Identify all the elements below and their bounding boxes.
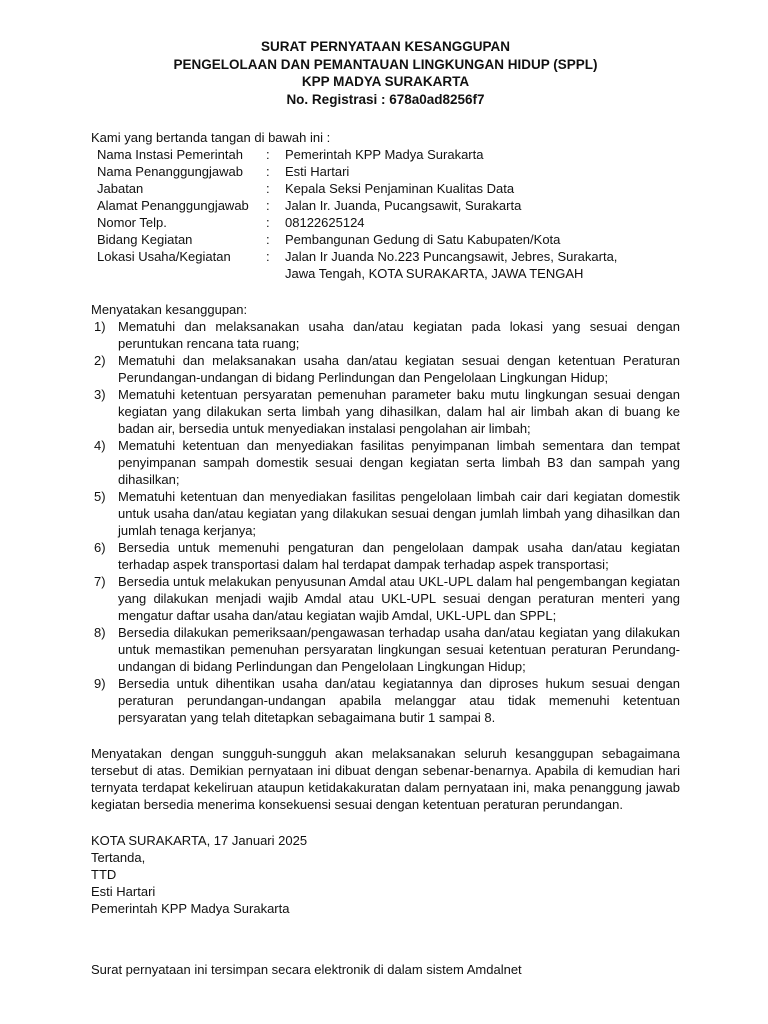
closing-statement: Menyatakan dengan sungguh-sungguh akan melaksanakan seluruh kesanggupan sebagaimana tersebut di atas. Demikian pernyataan ini dibuat dengan sebenar-benarnya. Apabila di kemudian hari ternyata terdapat kekeliruan ataupun ketidakakuratan dalam pernyataan ini, maka penanggung jawab kegiatan bersedia menerima konsekuensi sesuai dengan ketentuan peraturan perundangan. [91,746,680,812]
list-item [91,675,680,726]
commitments-list [91,318,680,726]
identity-value: Esti Hartari [285,164,350,179]
identity-value: Pembangunan Gedung di Satu Kabupaten/Kota [285,232,561,247]
list-item-number: 4) [94,438,106,453]
list-item-text: Bersedia untuk dihentikan usaha dan/atau kegiatannya dan diproses hukum sesuai dengan peraturan perundangan-undangan apabila melanggar atau tidak memenuhi ketentuan persyaratan yang telah ditetapkan sebagaimana butir 1 sampai 8. [118,676,680,725]
list-item-number: 7) [94,574,106,589]
identity-value: Kepala Seksi Penjaminan Kualitas Data [285,181,515,196]
list-item-text: Bersedia dilakukan pemeriksaan/pengawasan terhadap usaha dan/atau kegiatan yang dilakukan untuk memastikan pemenuhan persyaratan lingkungan sesuai ketentuan peraturan Perundang-undangan di bidang Perlindungan dan Pengelolaan Lingkungan Hidup; [118,625,680,674]
identity-row [97,146,640,163]
list-item-number: 2) [94,353,106,368]
identity-sep: : [266,232,270,247]
identity-row [97,248,640,282]
identity-row [97,163,640,180]
commitments-heading: Menyatakan kesanggupan: [91,302,248,317]
list-item-text: Mematuhi dan melaksanakan usaha dan/atau kegiatan pada lokasi yang sesuai dengan peruntukan rencana tata ruang; [118,319,680,351]
list-item-text: Mematuhi dan melaksanakan usaha dan/atau kegiatan sesuai dengan ketentuan Peraturan Perundangan-undangan di bidang Perlindungan dan Pengelolaan Lingkungan Hidup; [118,353,680,385]
signature-place-date: KOTA SURAKARTA, 17 Januari 2025 [91,833,308,848]
list-item-text: Mematuhi ketentuan dan menyediakan fasilitas penyimpanan limbah sementara dan tempat penyimpanan sampah domestik sesuai dengan kegiatan serta limbah B3 dan sampah yang dihasilkan; [118,438,680,487]
identity-table [97,146,640,282]
list-item-text: Mematuhi ketentuan dan menyediakan fasilitas pengelolaan limbah cair dari kegiatan domestik untuk usaha dan/atau kegiatan yang dilakukan sesuai dengan jumlah limbah yang dihasilkan dan jumlah tenaga kerjanya; [118,489,680,538]
identity-key: Jabatan [97,181,144,196]
signature-organization: Pemerintah KPP Madya Surakarta [91,901,290,916]
identity-key: Alamat Penanggungjawab [97,198,249,213]
identity-sep: : [266,198,270,213]
list-item [91,573,680,624]
list-item-number: 3) [94,387,106,402]
identity-row [97,231,640,248]
list-item [91,318,680,352]
identity-sep: : [266,249,270,264]
identity-key: Nomor Telp. [97,215,167,230]
identity-sep: : [266,215,270,230]
list-item-number: 9) [94,676,106,691]
header-registration: No. Registrasi : 678a0ad8256f7 [286,91,485,107]
identity-value: Jalan Ir Juanda No.223 Puncangsawit, Jebres, Surakarta, Jawa Tengah, KOTA SURAKARTA, JAWA TENGAH [285,249,618,281]
list-item [91,488,680,539]
list-item-number: 6) [94,540,106,555]
list-item-number: 8) [94,625,106,640]
list-item-number: 1) [94,319,106,334]
signature-ttd: TTD [91,867,117,882]
identity-sep: : [266,164,270,179]
identity-value: 08122625124 [285,215,365,230]
identity-row [97,214,640,231]
identity-sep: : [266,181,270,196]
list-item-text: Mematuhi ketentuan persyaratan pemenuhan parameter baku mutu lingkungan sesuai dengan kegiatan yang dilakukan serta limbah yang dihasilkan, dalam hal air limbah akan di buang ke badan air, bersedia untuk menyediakan instalasi pengolahan air limbah; [118,387,680,436]
identity-value: Jalan Ir. Juanda, Pucangsawit, Surakarta [285,198,522,213]
identity-key: Bidang Kegiatan [97,232,193,247]
list-item [91,624,680,675]
document-header [91,38,680,108]
list-item [91,352,680,386]
identity-value: Pemerintah KPP Madya Surakarta [285,147,484,162]
footer-note: Surat pernyataan ini tersimpan secara elektronik di dalam sistem Amdalnet [91,962,522,977]
list-item-text: Bersedia untuk memenuhi pengaturan dan pengelolaan dampak usaha dan/atau kegiatan terhadap aspek transportasi dalam hal terdapat dampak terhadap aspek transportasi; [118,540,680,572]
identity-row [97,180,640,197]
header-office: KPP MADYA SURAKARTA [301,74,470,89]
signature-signed-label: Tertanda, [91,850,146,865]
identity-sep: : [266,147,270,162]
identity-key: Nama Instasi Pemerintah [97,147,243,162]
signature-name: Esti Hartari [91,884,156,899]
list-item-text: Bersedia untuk melakukan penyusunan Amdal atau UKL-UPL dalam hal pengembangan kegiatan yang dilakukan menjadi wajib Amdal atau UKL-UPL sesuai dengan peraturan menteri yang mengatur daftar usaha dan/atau kegiatan wajib Amdal, UKL-UPL dan SPPL; [118,574,680,623]
intro-text: Kami yang bertanda tangan di bawah ini : [91,130,331,145]
signature-block [91,832,680,917]
header-subtitle: PENGELOLAAN DAN PEMANTAUAN LINGKUNGAN HIDUP (SPPL) [173,56,598,72]
list-item [91,386,680,437]
identity-key: Lokasi Usaha/Kegiatan [97,249,231,264]
list-item [91,539,680,573]
list-item [91,437,680,488]
header-title: SURAT PERNYATAAN KESANGGUPAN [260,39,511,54]
list-item-number: 5) [94,489,106,504]
identity-key: Nama Penanggungjawab [97,164,243,179]
identity-row [97,197,640,214]
